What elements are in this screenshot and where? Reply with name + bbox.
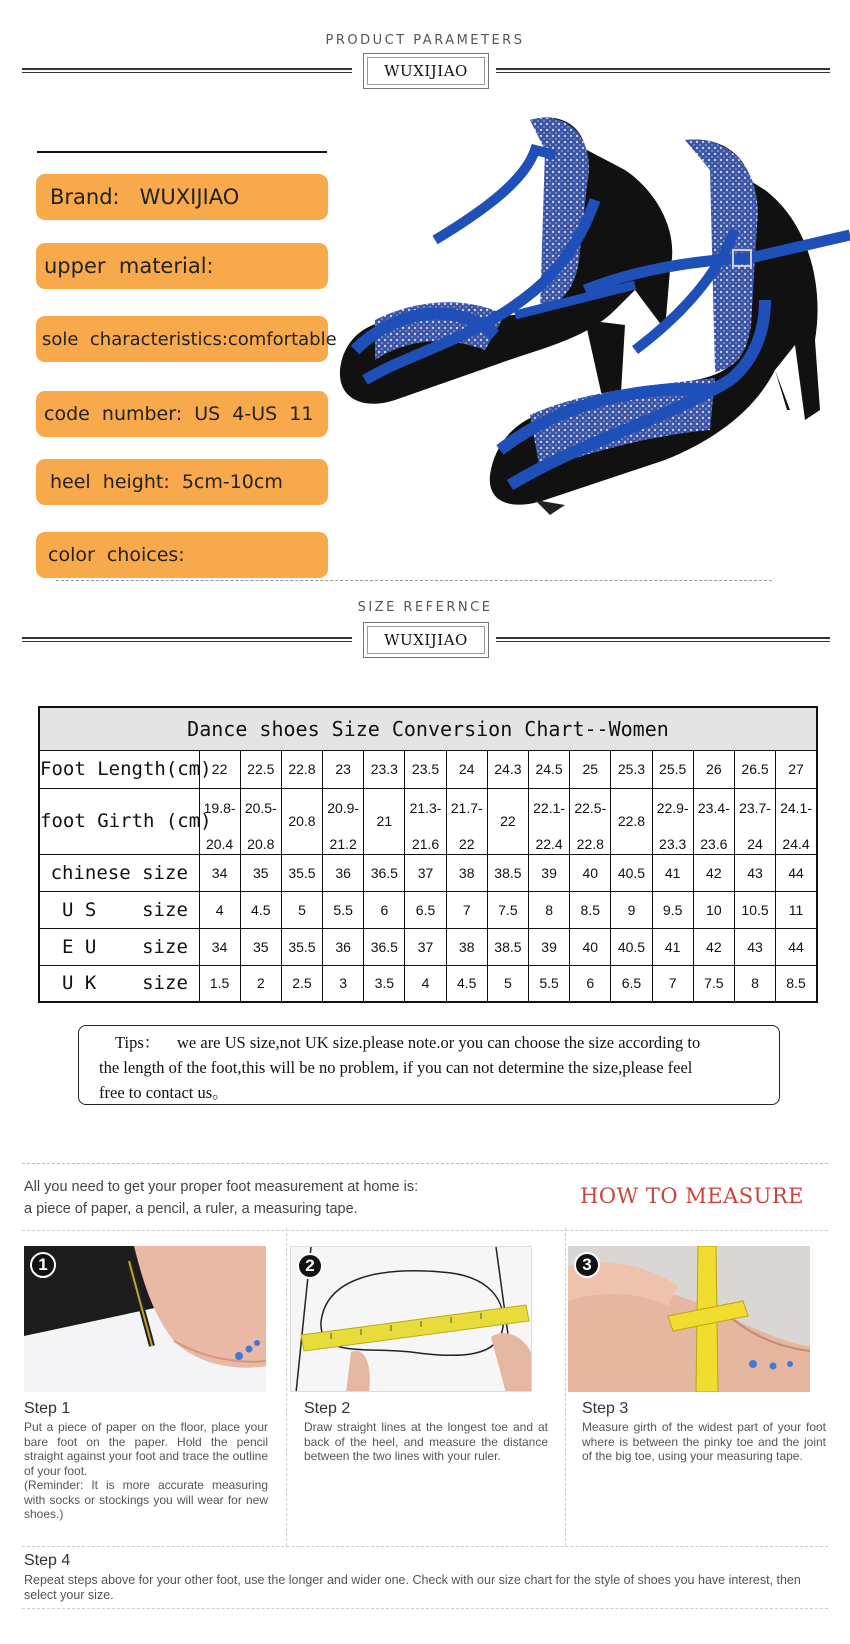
table-cell	[529, 788, 570, 854]
step-2-badge: 2	[297, 1253, 323, 1279]
table-cell: 2	[240, 965, 281, 1002]
brand-logo-box	[363, 53, 489, 89]
table-cell: 4.5	[446, 965, 487, 1002]
tips-line-1: we are US size,not UK size.please note.or you can choose the size according to	[177, 1033, 701, 1052]
table-cell: 22	[487, 788, 528, 854]
tips-box	[78, 1025, 780, 1105]
table-cell	[446, 788, 487, 854]
step-1-text	[24, 1420, 268, 1522]
girth-range-start: 21.7-	[450, 800, 483, 816]
table-cell: 37	[405, 854, 446, 891]
table-cell: 40.5	[611, 854, 652, 891]
table-cell	[776, 788, 817, 854]
tips-label: Tips：	[115, 1033, 161, 1052]
step-4-title: Step 4	[24, 1552, 71, 1569]
step-4-separator	[22, 1546, 828, 1547]
table-cell: 11	[776, 891, 817, 928]
step-2-illustration	[291, 1247, 532, 1392]
table-cell: 26.5	[734, 750, 775, 788]
table-cell: 22.5	[240, 750, 281, 788]
measure-intro-line-2: a piece of paper, a pencil, a ruler, a measuring tape.	[24, 1201, 358, 1217]
table-cell: 4	[199, 891, 240, 928]
table-cell: 22	[199, 750, 240, 788]
size-brand-logo-box	[363, 622, 489, 658]
table-cell: 44	[776, 854, 817, 891]
table-cell: 37	[405, 928, 446, 965]
table-cell: 24	[446, 750, 487, 788]
param-sole-characteristics: sole characteristics:comfortable	[36, 316, 328, 362]
row-label: foot Girth (cm)	[39, 788, 199, 854]
table-cell: 35.5	[281, 854, 322, 891]
table-cell: 4.5	[240, 891, 281, 928]
table-cell: 6	[570, 965, 611, 1002]
how-to-measure-section	[22, 1163, 828, 1606]
table-cell: 3.5	[364, 965, 405, 1002]
table-cell: 34	[199, 854, 240, 891]
row-label: chinese size	[39, 854, 199, 891]
step-1-title: Step 1	[24, 1400, 71, 1417]
girth-range-end: 21.2	[329, 836, 357, 852]
bottom-divider	[22, 1608, 828, 1609]
param-brand: Brand: WUXIJIAO	[36, 174, 328, 220]
shoe-product-image	[335, 110, 850, 550]
table-cell: 5.5	[529, 965, 570, 1002]
how-to-measure-title: HOW TO MEASURE	[580, 1184, 804, 1208]
table-cell: 21	[364, 788, 405, 854]
table-cell: 25	[570, 750, 611, 788]
table-row-uk-size	[39, 965, 817, 1002]
row-label: Foot Length(cm)	[39, 750, 199, 788]
table-cell: 34	[199, 928, 240, 965]
table-cell: 8	[734, 965, 775, 1002]
table-row-us-size	[39, 891, 817, 928]
girth-range-start: 24.1-	[780, 800, 812, 816]
table-cell: 6	[364, 891, 405, 928]
table-cell: 35	[240, 928, 281, 965]
girth-range-end: 20.4	[205, 836, 234, 852]
table-cell: 10	[693, 891, 734, 928]
girth-range-end: 22	[458, 836, 475, 852]
step-1-reminder: (Reminder: It is more accurate measuring with socks or stockings you will wear for new shoes.)	[24, 1478, 268, 1521]
girth-range-end: 22.4	[535, 836, 563, 852]
step-separator	[565, 1228, 566, 1546]
table-cell: 24.5	[529, 750, 570, 788]
table-row-foot-girth	[39, 788, 817, 854]
step-3-illustration	[568, 1246, 810, 1392]
table-cell: 36.5	[364, 854, 405, 891]
row-label: E U size	[39, 928, 199, 965]
step-2-text: Draw straight lines at the longest toe and at back of the heel, and measure the distance between the two lines with your ruler.	[304, 1420, 548, 1463]
girth-range-start: 23.7-	[739, 800, 771, 816]
table-cell: 40	[570, 928, 611, 965]
table-row-eu-size	[39, 928, 817, 965]
girth-range-start: 20.9-	[327, 800, 360, 816]
table-cell	[734, 788, 775, 854]
girth-range-end: 23.6	[700, 836, 728, 852]
table-cell: 38	[446, 928, 487, 965]
girth-range-start: 19.8-	[203, 800, 236, 816]
table-cell: 43	[734, 928, 775, 965]
table-cell: 8.5	[776, 965, 817, 1002]
param-upper-material: upper material:	[36, 243, 328, 289]
table-cell: 35	[240, 854, 281, 891]
girth-range-start: 21.3-	[409, 800, 442, 816]
table-cell: 7	[652, 965, 693, 1002]
table-cell: 7.5	[693, 965, 734, 1002]
tips-line-3: free to contact us。	[99, 1083, 229, 1102]
table-cell	[323, 788, 364, 854]
table-cell: 40.5	[611, 928, 652, 965]
param-code-number: code number: US 4-US 11	[36, 391, 328, 437]
row-label: U S size	[39, 891, 199, 928]
table-cell: 27	[776, 750, 817, 788]
header-rule-right	[496, 68, 830, 76]
size-rule-right	[496, 637, 830, 645]
step-2-photo	[290, 1246, 532, 1392]
table-cell: 4	[405, 965, 446, 1002]
params-top-rule	[37, 151, 327, 153]
girth-range-end: 24.4	[782, 836, 810, 852]
step-1-illustration	[24, 1246, 266, 1392]
table-cell: 22.8	[611, 788, 652, 854]
step-1-instruction: Put a piece of paper on the floor, place your bare foot on the paper. Hold the pencil straight against your foot and trace the outline of your foot.	[24, 1420, 268, 1478]
step-1-photo	[24, 1246, 266, 1392]
size-brand-logo-text: WUXIJIAO	[367, 626, 485, 654]
step-4-text: Repeat steps above for your other foot, use the longer and wider one. Check with our size chart for the style of shoes you have interest, then select your size.	[24, 1573, 801, 1602]
section-divider	[56, 580, 772, 581]
table-cell: 39	[529, 854, 570, 891]
step-2-title: Step 2	[304, 1400, 351, 1417]
table-cell: 26	[693, 750, 734, 788]
table-cell: 5.5	[323, 891, 364, 928]
table-cell: 36	[323, 928, 364, 965]
table-cell: 44	[776, 928, 817, 965]
size-conversion-table	[38, 706, 818, 1003]
row-label: U K size	[39, 965, 199, 1002]
table-cell: 10.5	[734, 891, 775, 928]
tips-line-2: the length of the foot,this will be no problem, if you can not determine the size,please feel	[99, 1058, 693, 1077]
girth-range-start: 22.5-	[574, 800, 607, 816]
size-table-title: Dance shoes Size Conversion Chart--Women	[39, 707, 817, 750]
table-cell: 2.5	[281, 965, 322, 1002]
girth-range-start: 20.5-	[244, 800, 277, 816]
table-cell: 1.5	[199, 965, 240, 1002]
table-cell: 8	[529, 891, 570, 928]
measure-intro	[24, 1176, 418, 1220]
girth-range-start: 22.9-	[656, 800, 689, 816]
table-cell: 38.5	[487, 928, 528, 965]
table-cell: 40	[570, 854, 611, 891]
section-caption-size-reference: SIZE REFERNCE	[357, 600, 493, 615]
table-cell: 38.5	[487, 854, 528, 891]
step-3-title: Step 3	[582, 1400, 629, 1417]
table-cell: 36	[323, 854, 364, 891]
table-cell: 5	[281, 891, 322, 928]
table-cell: 5	[487, 965, 528, 1002]
param-color-choices: color choices:	[36, 532, 328, 578]
measure-divider	[22, 1230, 828, 1231]
table-cell: 42	[693, 928, 734, 965]
table-cell: 24.3	[487, 750, 528, 788]
table-cell	[240, 788, 281, 854]
table-cell: 6.5	[611, 965, 652, 1002]
table-row-foot-length	[39, 750, 817, 788]
table-row-chinese-size	[39, 854, 817, 891]
table-cell: 35.5	[281, 928, 322, 965]
table-cell: 6.5	[405, 891, 446, 928]
brand-logo-text: WUXIJIAO	[367, 57, 485, 85]
girth-range-start: 22.1-	[533, 800, 566, 816]
table-cell: 25.3	[611, 750, 652, 788]
table-cell: 9.5	[652, 891, 693, 928]
table-cell: 23.3	[364, 750, 405, 788]
step-1-badge: 1	[30, 1252, 56, 1278]
table-cell: 43	[734, 854, 775, 891]
table-cell: 8.5	[570, 891, 611, 928]
step-3-text: Measure girth of the widest part of your foot where is between the pinky toe and the joint of the big toe, using your measuring tape.	[582, 1420, 826, 1463]
table-cell: 20.8	[281, 788, 322, 854]
table-cell: 38	[446, 854, 487, 891]
table-cell: 41	[652, 854, 693, 891]
table-cell	[652, 788, 693, 854]
table-cell: 7	[446, 891, 487, 928]
table-cell	[570, 788, 611, 854]
section-caption-product-parameters: PRODUCT PARAMETERS	[325, 33, 525, 48]
girth-range-end: 21.6	[411, 836, 440, 852]
header-rule-left	[22, 68, 352, 76]
table-cell: 23	[323, 750, 364, 788]
table-cell: 3	[323, 965, 364, 1002]
table-cell	[405, 788, 446, 854]
table-cell	[693, 788, 734, 854]
table-cell: 25.5	[652, 750, 693, 788]
measure-intro-line-1: All you need to get your proper foot measurement at home is:	[24, 1179, 419, 1195]
table-cell: 36.5	[364, 928, 405, 965]
table-cell: 22.8	[281, 750, 322, 788]
step-3-badge: 3	[574, 1252, 600, 1278]
girth-range-end: 20.8	[247, 836, 275, 852]
table-cell: 42	[693, 854, 734, 891]
girth-range-end: 24	[747, 836, 763, 852]
step-separator	[286, 1228, 287, 1546]
table-cell: 23.5	[405, 750, 446, 788]
girth-range-start: 23.4-	[697, 800, 730, 816]
girth-range-end: 22.8	[576, 836, 604, 852]
girth-range-end: 23.3	[659, 836, 687, 852]
table-cell: 39	[529, 928, 570, 965]
param-heel-height: heel height: 5cm-10cm	[36, 459, 328, 505]
table-cell: 9	[611, 891, 652, 928]
table-cell: 41	[652, 928, 693, 965]
step-3-photo	[568, 1246, 810, 1392]
size-rule-left	[22, 637, 352, 645]
table-cell: 7.5	[487, 891, 528, 928]
